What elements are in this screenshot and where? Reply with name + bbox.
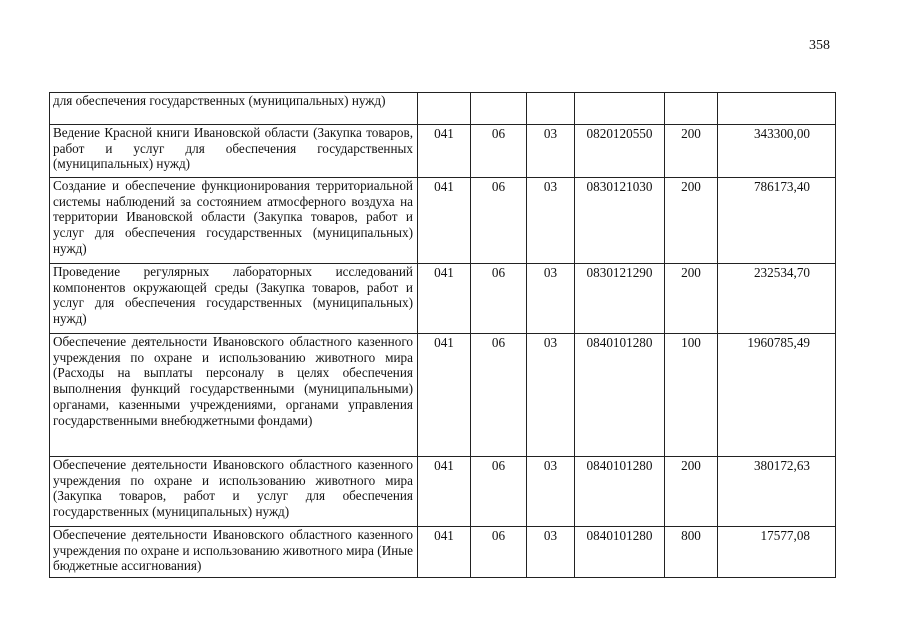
row-section-code: 06 — [471, 527, 527, 578]
budget-table — [49, 92, 836, 578]
row-ministry-code: 041 — [418, 527, 471, 578]
row-subsection-code: 03 — [527, 457, 575, 527]
row-ministry-code: 041 — [418, 178, 471, 264]
table-row — [50, 334, 836, 457]
row-ministry-code: 041 — [418, 125, 471, 178]
row-target-article: 0840101280 — [575, 527, 665, 578]
table-row — [50, 178, 836, 264]
row-subsection-code: 03 — [527, 334, 575, 457]
table-row — [50, 93, 836, 125]
row-amount: 380172,63 — [718, 457, 836, 527]
row-subsection-code: 03 — [527, 527, 575, 578]
row-ministry-code: 041 — [418, 457, 471, 527]
row-subsection-code — [527, 93, 575, 125]
row-subsection-code: 03 — [527, 264, 575, 334]
row-expense-type: 200 — [665, 178, 718, 264]
row-section-code: 06 — [471, 178, 527, 264]
row-target-article: 0830121030 — [575, 178, 665, 264]
row-subsection-code: 03 — [527, 178, 575, 264]
row-amount: 343300,00 — [718, 125, 836, 178]
row-section-code: 06 — [471, 334, 527, 457]
row-section-code: 06 — [471, 457, 527, 527]
row-target-article: 0840101280 — [575, 457, 665, 527]
row-expense-type: 200 — [665, 125, 718, 178]
row-target-article: 0830121290 — [575, 264, 665, 334]
row-section-code: 06 — [471, 264, 527, 334]
row-description: Обеспечение деятельности Ивановского областного казенного учреждения по охране и использованию животного мира (Закупка товаров, работ и услуг для обеспечения государственных (муниципальных) нужд) — [50, 457, 418, 527]
table-row — [50, 264, 836, 334]
row-description: Создание и обеспечение функционирования территориальной системы наблюдений за состоянием атмосферного воздуха на территории Ивановской области (Закупка товаров, работ и услуг для обеспечения государственных (муниципальных) нужд) — [50, 178, 418, 264]
row-amount: 232534,70 — [718, 264, 836, 334]
row-description: Проведение регулярных лабораторных исследований компонентов окружающей среды (Закупка товаров, работ и услуг для обеспечения государственных (муниципальных) нужд) — [50, 264, 418, 334]
row-amount: 17577,08 — [718, 527, 836, 578]
row-amount: 786173,40 — [718, 178, 836, 264]
row-expense-type: 100 — [665, 334, 718, 457]
row-description: Обеспечение деятельности Ивановского областного казенного учреждения по охране и использованию животного мира (Расходы на выплаты персоналу в целях обеспечения выполнения функций государственными (муниципальными) органами, казенными учреждениями, органами управления государственными внебюджетными фондами) — [50, 334, 418, 457]
row-target-article: 0840101280 — [575, 334, 665, 457]
row-expense-type: 200 — [665, 264, 718, 334]
row-amount — [718, 93, 836, 125]
row-description: Обеспечение деятельности Ивановского областного казенного учреждения по охране и использованию животного мира (Иные бюджетные ассигнования) — [50, 527, 418, 578]
row-ministry-code: 041 — [418, 334, 471, 457]
row-expense-type — [665, 93, 718, 125]
row-target-article: 0820120550 — [575, 125, 665, 178]
table-row — [50, 457, 836, 527]
table-row — [50, 125, 836, 178]
row-target-article — [575, 93, 665, 125]
row-section-code — [471, 93, 527, 125]
row-ministry-code — [418, 93, 471, 125]
page-number: 358 — [809, 38, 830, 53]
row-subsection-code: 03 — [527, 125, 575, 178]
row-amount: 1960785,49 — [718, 334, 836, 457]
table-row — [50, 527, 836, 578]
row-description: для обеспечения государственных (муниципальных) нужд) — [50, 93, 418, 125]
row-expense-type: 800 — [665, 527, 718, 578]
row-expense-type: 200 — [665, 457, 718, 527]
row-section-code: 06 — [471, 125, 527, 178]
row-description: Ведение Красной книги Ивановской области (Закупка товаров, работ и услуг для обеспечения государственных (муниципальных) нужд) — [50, 125, 418, 178]
row-ministry-code: 041 — [418, 264, 471, 334]
